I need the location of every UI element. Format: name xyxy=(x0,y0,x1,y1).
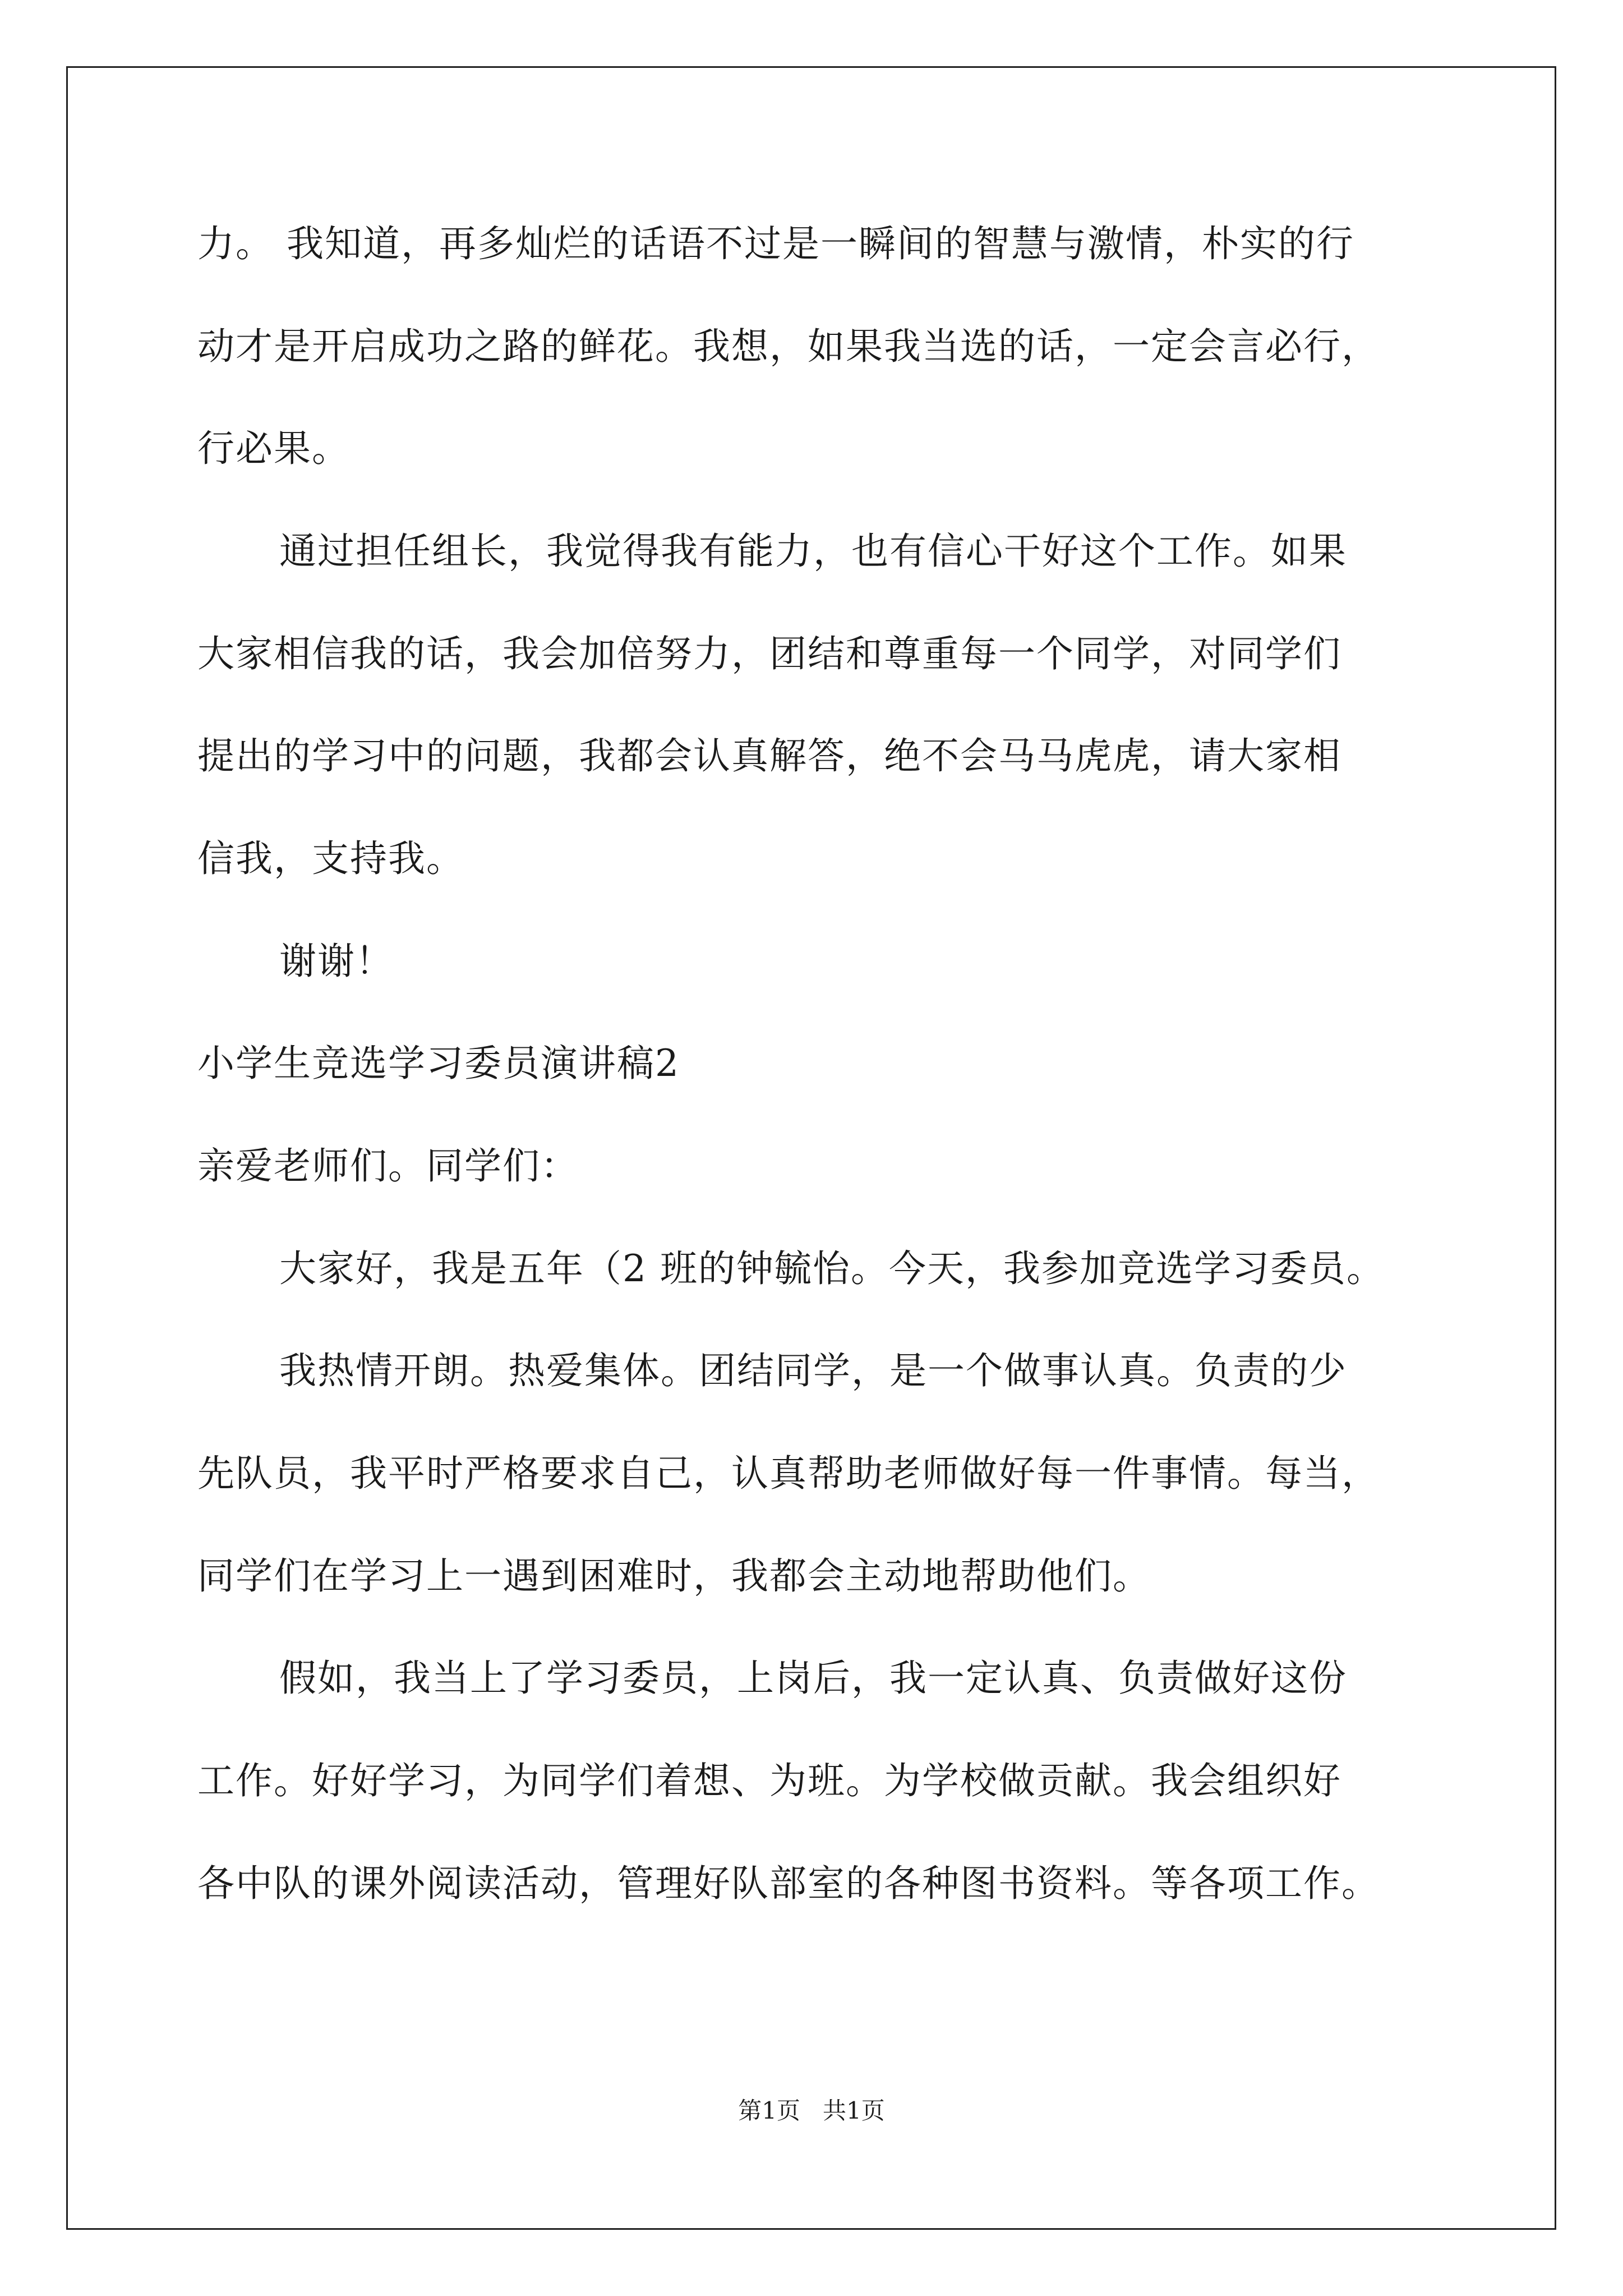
body-line-11: 大家好，我是五年（2 班的钟毓怡。今天，我参加竞选学习委员。 xyxy=(279,1247,1385,1290)
body-line-5: 大家相信我的话，我会加倍努力，团结和尊重每一个同学，对同学们 xyxy=(197,632,1341,675)
body-line-1: 力。 我知道，再多灿烂的话语不过是一瞬间的智慧与激情，朴实的行 xyxy=(197,222,1354,265)
body-line-12: 我热情开朗。热爱集体。团结同学，是一个做事认真。负责的少 xyxy=(279,1349,1347,1392)
body-line-14: 同学们在学习上一遇到困难时，我都会主动地帮助他们。 xyxy=(197,1554,1151,1598)
body-line-2: 动才是开启成功之路的鲜花。我想，如果我当选的话，一定会言必行， xyxy=(197,325,1380,368)
body-line-3: 行必果。 xyxy=(197,427,350,470)
body-line-4: 通过担任组长，我觉得我有能力，也有信心干好这个工作。如果 xyxy=(279,530,1347,573)
body-line-17: 各中队的课外阅读活动，管理好队部室的各种图书资料。等各项工作。 xyxy=(197,1862,1380,1905)
body-line-7: 信我，支持我。 xyxy=(197,837,464,880)
salutation: 亲爱老师们。同学们： xyxy=(197,1144,579,1188)
section-heading: 小学生竞选学习委员演讲稿2 xyxy=(197,1042,680,1085)
body-line-8: 谢谢！ xyxy=(279,940,394,983)
body-line-6: 提出的学习中的问题，我都会认真解答，绝不会马马虎虎，请大家相 xyxy=(197,734,1341,777)
body-line-16: 工作。好好学习，为同学们着想、为班。为学校做贡献。我会组织好 xyxy=(197,1759,1341,1802)
body-line-15: 假如，我当上了学习委员，上岗后，我一定认真、负责做好这份 xyxy=(279,1657,1347,1700)
page-footer: 第1页 共1页 xyxy=(738,2097,885,2124)
body-line-13: 先队员，我平时严格要求自己，认真帮助老师做好每一件事情。每当， xyxy=(197,1452,1380,1495)
